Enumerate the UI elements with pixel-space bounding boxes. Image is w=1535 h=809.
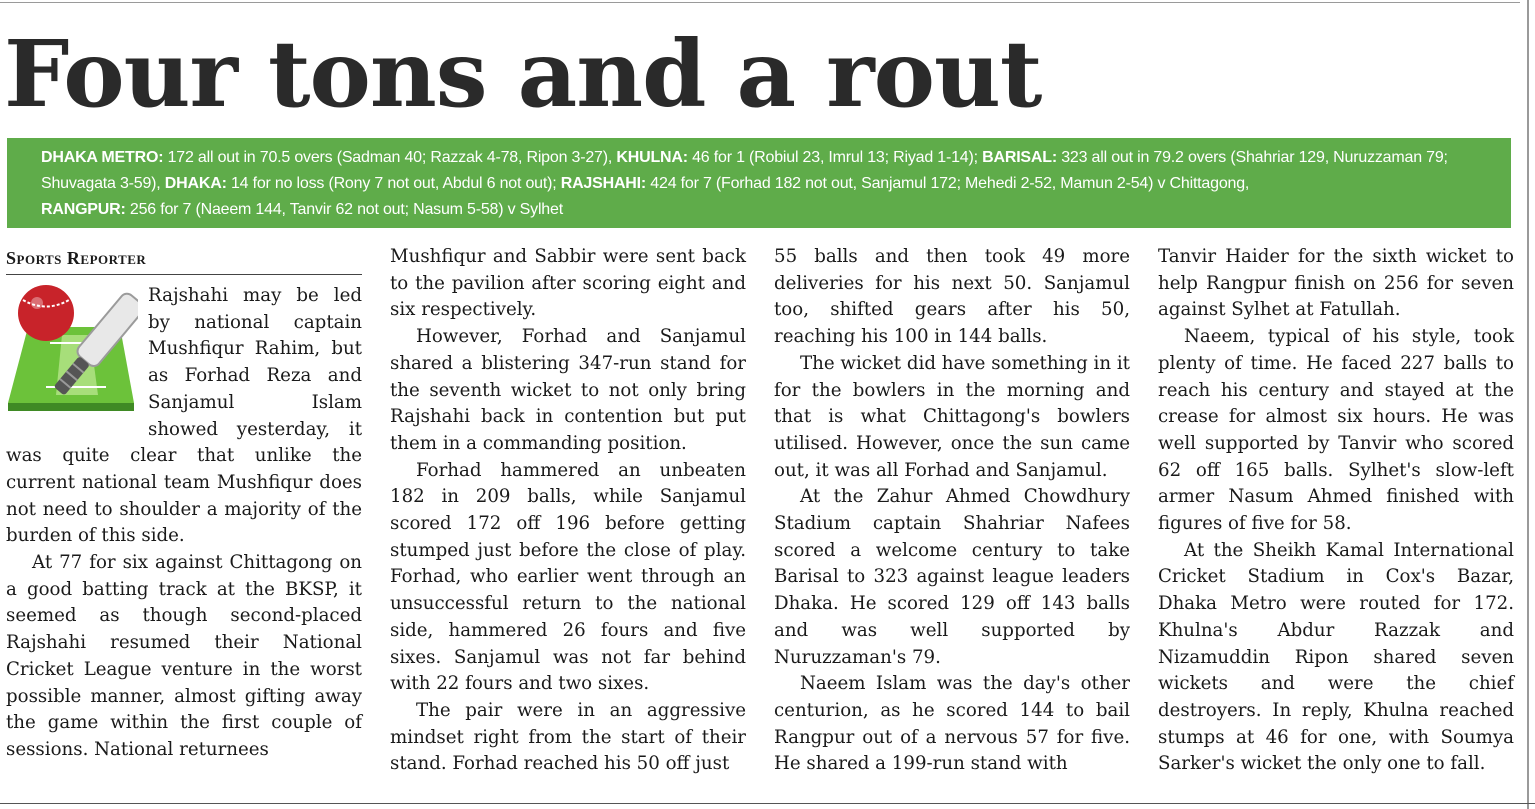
scoreline-line [41, 145, 1511, 171]
article-paragraph: Rajshahi may be led by national captain Mushfiqur Rahim, but as Forhad Reza and Sanjamul Islam showed yesterday, it was quite clear that unlike the current national team Mushfiqur does not need to shoulder a majority of the burden of this side. [6, 285, 362, 547]
article-column-1 [6, 244, 362, 764]
article-column-4 [1158, 244, 1514, 778]
article-paragraph: Naeem Islam was the day's other centurion, as he scored 144 to bail Rangpur out of a nervous 57 for five. He shared a 199-run stand with [774, 673, 1130, 775]
scoreline-text: 323 all out in 79.2 overs (Shahriar 129, Nuruzzaman 79; [1056, 149, 1448, 166]
headline: Four tons and a rout [4, 20, 1042, 128]
scoreline-team: DHAKA: [164, 175, 227, 192]
article-paragraph: At the Zahur Ahmed Chowdhury Stadium captain Shahriar Nafees scored a welcome century to take Barisal to 323 against league leaders Dhaka. He scored 129 off 143 balls and was well supported by Nuruzzaman's 79. [774, 486, 1130, 668]
article-paragraph: At 77 for six against Chittagong on a good batting track at the BKSP, it seemed as though second-placed Rajshahi resumed their National Cricket League venture in the worst possible manner, almost gifting away the game within the first couple of sessions. National returnees [6, 552, 362, 760]
scoreline-line [41, 197, 1511, 223]
article-paragraph: Naeem, typical of his style, took plenty of time. He faced 227 balls to reach his century and stayed at the crease for almost six hours. He was well supported by Tanvir who scored 62 off 165 balls. Sylhet's slow-left armer Nasum Ahmed finished with figures of five for 58. [1158, 326, 1514, 535]
article-paragraph: Tanvir Haider for the sixth wicket to help Rangpur finish on 256 for seven against Sylhet at Fatullah. [1158, 246, 1514, 321]
article-paragraph: The pair were in an aggressive mindset right from the start of their stand. Forhad reached his 50 off just [390, 699, 746, 775]
scoreline-text: 46 for 1 (Robiul 23, Imrul 13; Riyad 1-14); [687, 149, 983, 166]
scoreline-team: BARISAL: [982, 149, 1057, 166]
scoreline-team: RANGPUR: [41, 201, 126, 218]
article-column-2 [390, 244, 746, 778]
scoreline-text: 424 for 7 (Forhad 182 not out, Sanjamul 172; Mehedi 2-52, Mamun 2-54) v Chittagong, [646, 175, 1250, 192]
article-paragraph: However, Forhad and Sanjamul shared a blistering 347-run stand for the seventh wicket to not only bring Rajshahi back in contention but put them in a commanding position. [390, 326, 746, 454]
article-paragraph: 55 balls and then took 49 more deliveries for his next 50. Sanjamul too, shifted gears after his 50, reaching his 100 in 144 balls. [774, 246, 1130, 348]
scoreline-text: 256 for 7 (Naeem 144, Tanvir 62 not out; Nasum 5-58) v Sylhet [125, 201, 563, 218]
article-paragraph: The wicket did have something in it for the bowlers in the morning and that is what Chittagong's bowlers utilised. However, once the sun came out, it was all Forhad and Sanjamul. [774, 352, 1130, 481]
article-paragraph: Mushfiqur and Sabbir were sent back to the pavilion after scoring eight and six respectively. [390, 246, 746, 321]
scoreline-text: 14 for no loss (Rony 7 not out, Abdul 6 not out); [226, 175, 561, 192]
scoreline-text: Shuvagata 3-59), [41, 175, 165, 192]
article-column-3 [774, 244, 1130, 778]
scoreline-box [7, 138, 1511, 228]
scoreline-team: KHULNA: [616, 149, 688, 166]
scoreline-text: 172 all out in 70.5 overs (Sadman 40; Razzak 4-78, Ripon 3-27), [163, 149, 617, 166]
scoreline-team: DHAKA METRO: [41, 149, 164, 166]
article-paragraph: Forhad hammered an unbeaten 182 in 209 balls, while Sanjamul scored 172 off 196 before getting stumped just before the close of play. Forhad, who earlier went through an unsuccessful return to the national side, hammered 26 fours and five sixes. Sanjamul was not far behind with 22 fours and two sixes. [390, 459, 746, 695]
byline-text: Sports Reporter [6, 248, 147, 268]
scoreline-team: RAJSHAHI: [560, 175, 647, 192]
top-rule [0, 2, 1520, 3]
right-rule [1527, 0, 1529, 809]
byline [6, 244, 362, 275]
article-paragraph: At the Sheikh Kamal International Cricket Stadium in Cox's Bazar, Dhaka Metro were routed for 172. Khulna's Abdur Razzak and Nizamuddin Ripon shared seven wickets and were the chief destroyers. In reply, Khulna reached stumps at 46 for one, with Soumya Sarker's wicket the only one to fall. [1158, 539, 1514, 775]
scoreline-line [41, 171, 1511, 197]
cricket-bat-ball-icon [6, 283, 138, 417]
bottom-rule [0, 803, 1535, 804]
